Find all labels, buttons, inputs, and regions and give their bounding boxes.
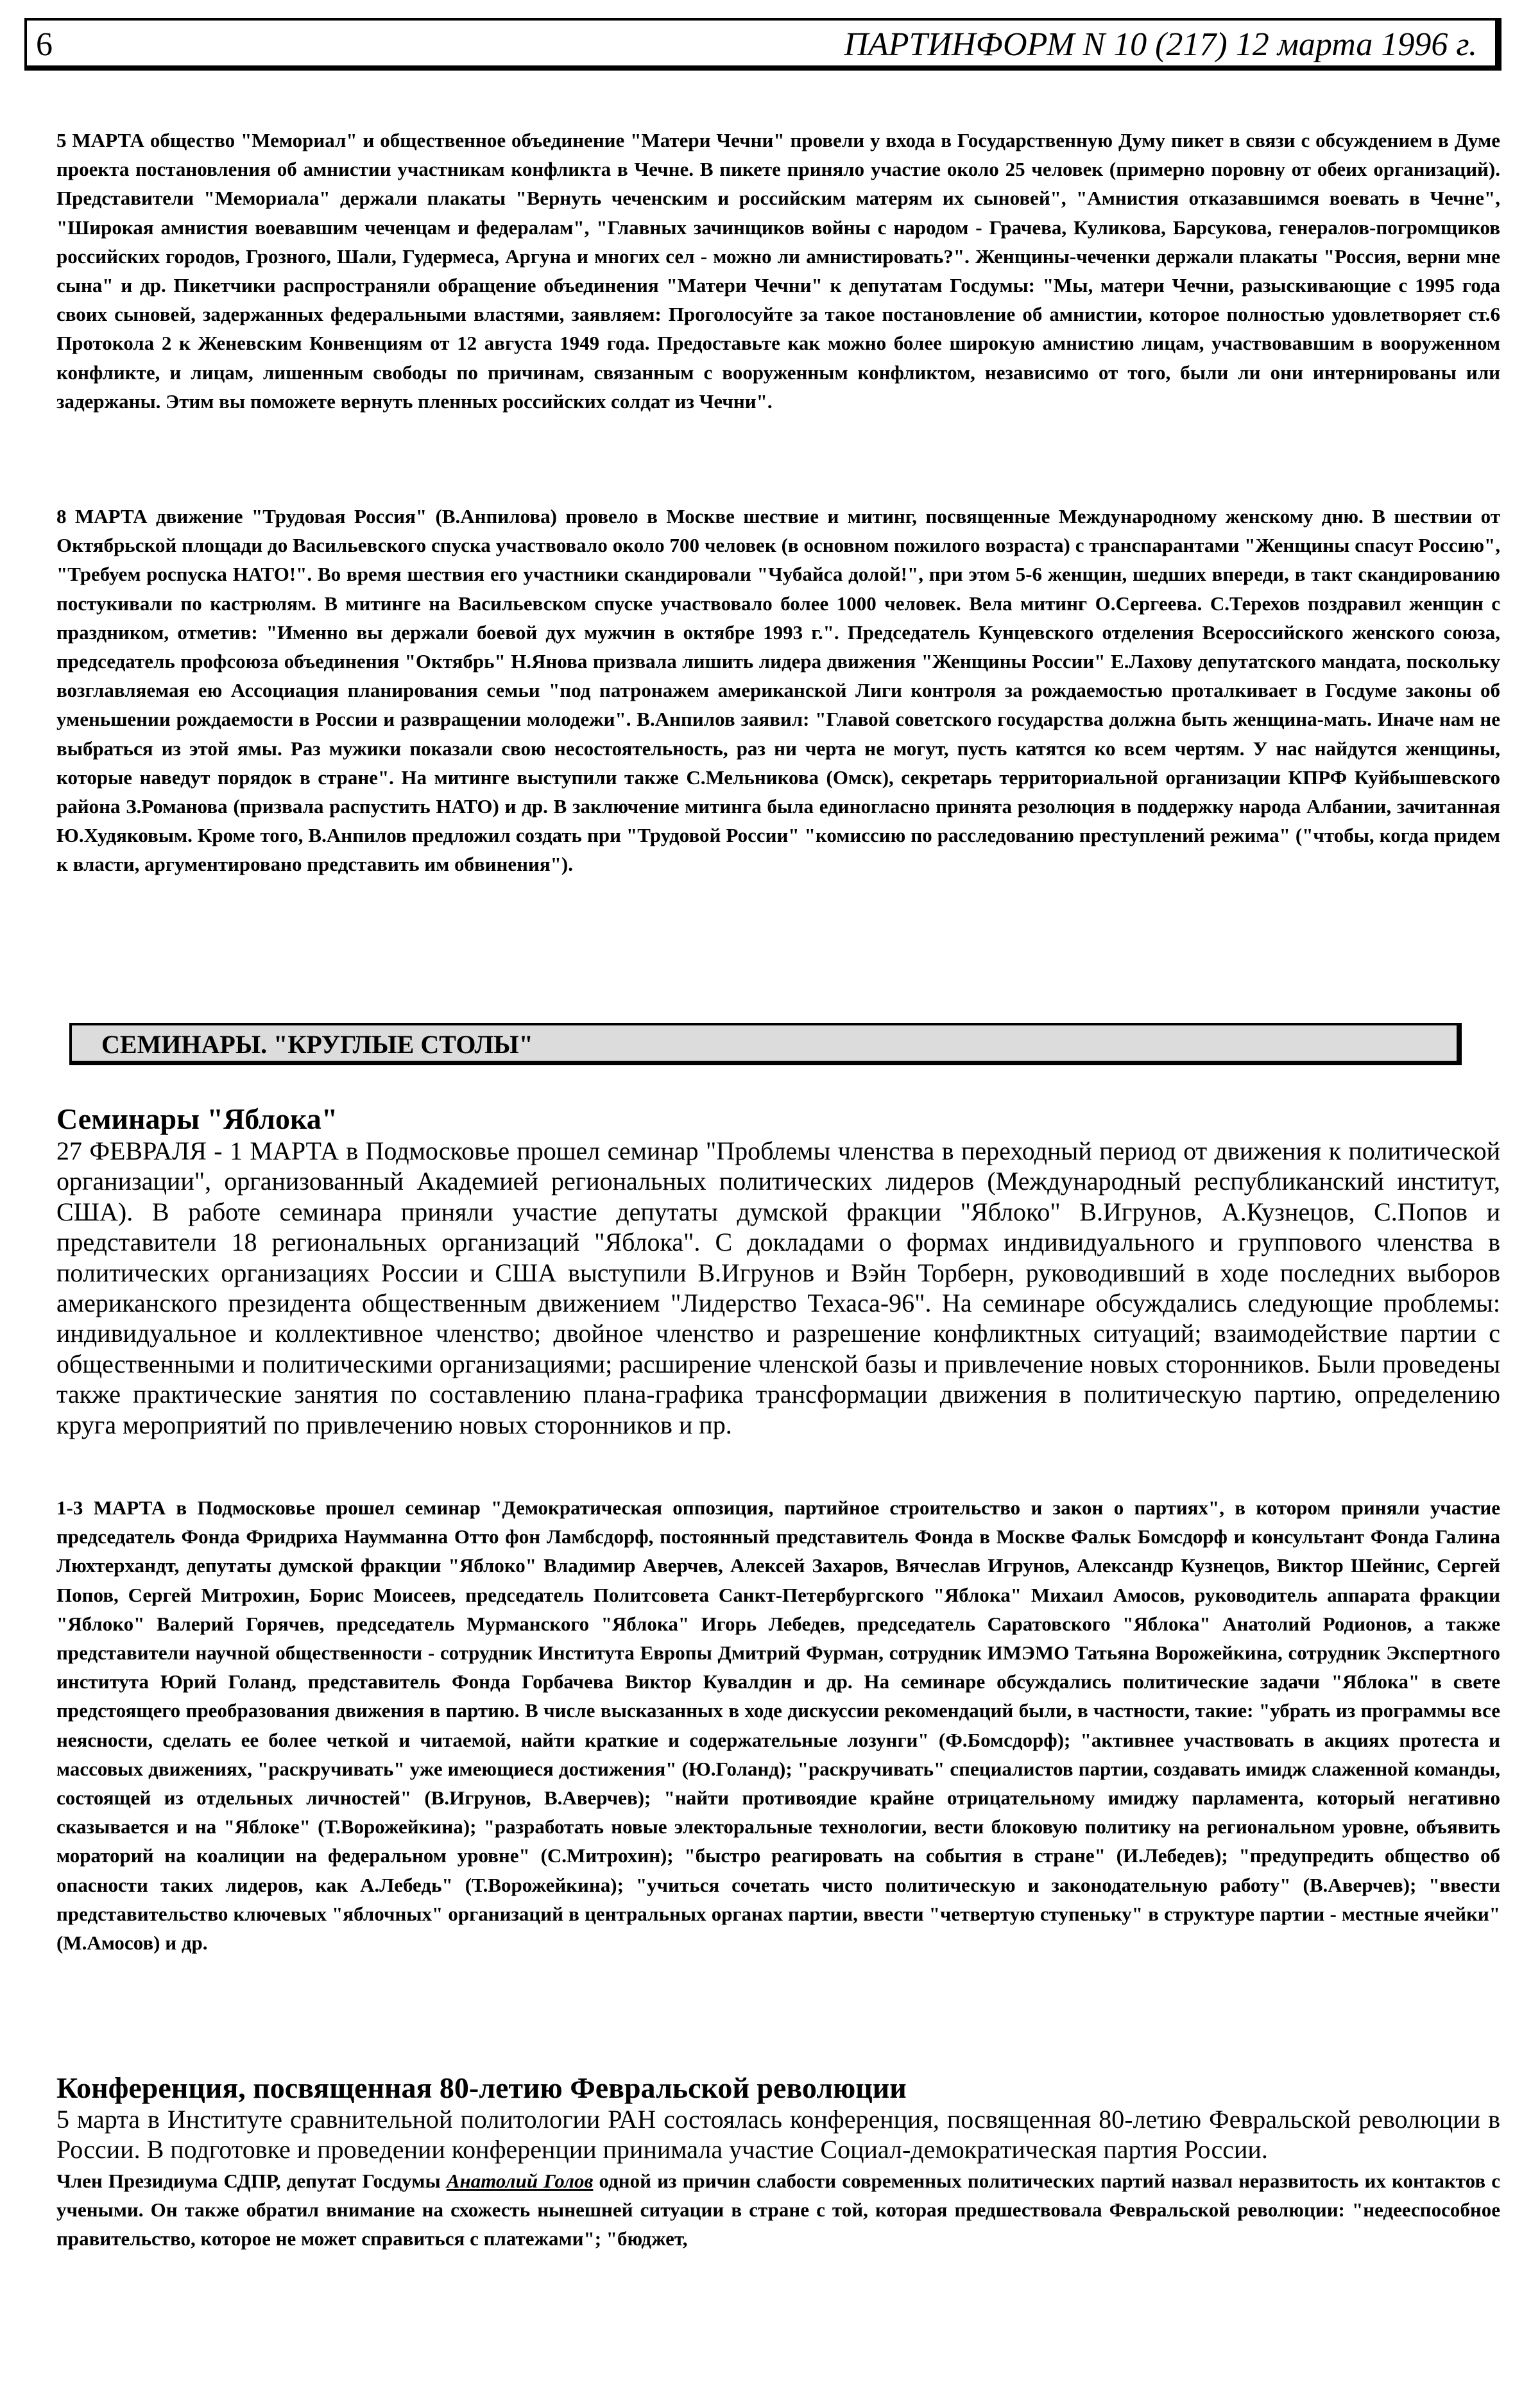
publication-title: ПАРТИНФОРМ N 10 (217) 12 марта 1996 г. [844,26,1477,63]
conference-intro: 5 марта в Институте сравнительной политологии РАН состоялась конференция, посвященная 80-летию Февральской революции в России. В подготовке и проведении конференции принимала участие Социал-демократическая партия России. [56,2105,1500,2164]
article-march5-picket: 5 МАРТА общество "Мемориал" и общественное объединение "Матери Чечни" провели у входа в Государственную Думу пикет в связи с обсуждением в Думе проекта постановления об амнистии участникам конфликта в Чечне. В пикете приняло участие около 25 человек (примерно поровну от обеих организаций). Представители "Мемориала" держали плакаты "Вернуть чеченским и российским матерям их сыновей", "Амнистия отказавшимся воевать в Чечне", "Широкая амнистия воевавшим чеченцам и федералам", "Главных зачинщиков войны с народом - Грачева, Куликова, Барсукова, генералов-погромщиков российских городов, Грозного, Шали, Гудермеса, Аргуна и многих сел - можно ли амнистировать?". Женщины-чеченки держали плакаты "Россия, верни мне сына" и др. Пикетчики распространяли обращение объединения "Матери Чечни" к депутатам Госдумы: "Мы, матери Чечни, разыскивающие с 1995 года своих сыновей, задержанных федеральными властями, заявляем: Проголосуйте за такое постановление об амнистии, которое полностью удовлетворяет ст.6 Протокола 2 к Женевским Конвенциям от 12 августа 1949 года. Предоставьте как можно более широкую амнистию лицам, участвовавшим в вооруженном конфликте, и лицам, лишенным свободы по причинам, связанным с вооруженным конфликтом, независимо от того, были ли они интернированы или задержаны. Этим вы поможете вернуть пленных российских солдат из Чечни". [56,129,1500,413]
page-header [24,18,1502,71]
conference-heading: Конференция, посвященная 80-летию Февральской революции [56,2071,907,2104]
person-name-link[interactable]: Анатолий Голов [446,2170,594,2192]
section-header [69,1023,1462,1065]
article-march8-march: 8 МАРТА движение "Трудовая Россия" (В.Анпилова) провело в Москве шествие и митинг, посвященные Международному женскому дню. В шествии от Октябрьской площади до Васильевского спуска участвовало около 700 человек (в основном пожилого возраста) с транспарантами "Женщины спасут Россию", "Требуем роспуска НАТО!". Во время шествия его участники скандировали "Чубайса долой!", при этом 5-6 женщин, шедших впереди, в такт скандированию постукивали по кастрюлям. В митинге на Васильевском спуске участвовало более 1000 человек. Вела митинг О.Сергеева. С.Терехов поздравил женщин с праздником, отметив: "Именно вы держали боевой дух мужчин в октябре 1993 г.". Председатель Кунцевского отделения Всероссийского женского союза, председатель профсоюза объединения "Октябрь" Н.Янова призвала лишить лидера движения "Женщины России" Е.Лахову депутатского мандата, поскольку возглавляемая ею Ассоциация планирования семьи "под патронажем американской Лиги контроля за рождаемостью проталкивает в Госдуме законы об уменьшении рождаемости в России и развращении молодежи". В.Анпилов заявил: "Главой советского государства должна быть женщина-мать. Иначе нам не выбраться из этой ямы. Раз мужики показали свою несостоятельность, раз ни черта не могут, пусть катятся ко всем чертям. У нас найдутся женщины, которые наведут порядок в стране". На митинге выступили также С.Мельникова (Омск), секретарь территориальной организации КПРФ Куйбышевского района З.Романова (призвала распустить НАТО) и др. В заключение митинга была единогласно принята резолюция в поддержку народа Албании, зачитанная Ю.Худяковым. Кроме того, В.Анпилов предложил создать при "Трудовой России" "комиссию по расследованию преступлений режима" ("чтобы, когда придем к власти, аргументировано представить им обвинения"). [56,505,1500,876]
seminar-opposition-article: 1-3 МАРТА в Подмосковье прошел семинар "Демократическая оппозиция, партийное строительство и закон о партиях", в котором приняли участие председатель Фонда Фридриха Наумманна Отто фон Ламбсдорф, постоянный представитель Фонда в Москве Фальк Бомсдорф и консультант Фонда Галина Люхтерхандт, депутаты думской фракции "Яблоко" Владимир Аверчев, Алексей Захаров, Вячеслав Игрунов, Александр Кузнецов, Виктор Шейнис, Сергей Попов, Сергей Митрохин, Борис Моисеев, председатель Политсовета Санкт-Петербургского "Яблока" Михаил Амосов, руководитель аппарата фракции "Яблоко" Валерий Горячев, председатель Мурманского "Яблока" Игорь Лебедев, председатель Саратовского "Яблока" Анатолий Родионов, а также представители научной общественности - сотрудник Института Европы Дмитрий Фурман, сотрудник ИМЭМО Татьяна Ворожейкина, сотрудник Экспертного института Юрий Голанд, представитель Фонда Горбачева Виктор Кувалдин и др. На семинаре обсуждались политические задачи "Яблока" в свете предстоящего преобразования движения в партию. В числе высказанных в ходе дискуссии рекомендаций были, в частности, такие: "убрать из программы все неясности, сделать ее более четкой и читаемой, найти краткие и содержательные лозунги" (Ф.Бомсдорф); "активнее участвовать в акциях протеста и массовых движениях, "раскручивать" уже имеющиеся достижения" (Ю.Голанд); "раскручивать" специалистов партии, создавать имидж слаженной команды, состоящей из отдельных личностей" (В.Игрунов, В.Аверчев); "найти противоядие крайне отрицательному имиджу парламента, который негативно сказывается и на "Яблоке" (Т.Ворожейкина); "разработать новые электоральные технологии, вести блоковую политику на региональном уровне, объявить мораторий на коалиции на федеральном уровне" (С.Митрохин); "быстро реагировать на события в стране" (И.Лебедев); "предупредить общество об опасности таких лидеров, как А.Лебедь" (Т.Ворожейкина); "учиться сочетать чисто политическую и законодательную работу" (В.Аверчев); "ввести представительство ключевых "яблочных" организаций в центральных органах партии, ввести "четвертую ступеньку" в структуре партии - местные ячейки" (М.Амосов) и др. [56,1496,1500,1955]
conference-golov-article [56,2166,1500,2254]
section-label: СЕМИНАРЫ. "КРУГЛЫЕ СТОЛЫ" [101,1030,533,1059]
conference-text-start: Член Президиума СДПР, депутат Госдумы [56,2170,447,2192]
seminar-membership-article: 27 ФЕВРАЛЯ - 1 МАРТА в Подмосковье прошел семинар "Проблемы членства в переходный период от движения к политической организации", организованный Академией региональных политических лидеров (Международный республиканский институт, США). В работе семинара приняли участие депутаты думской фракции "Яблоко" В.Игрунов, А.Кузнецов, С.Попов и представители 18 региональных организаций "Яблока". С докладами о формах индивидуального и группового членства в политических организациях России и США выступили В.Игрунов и Вэйн Торберн, руководивший в ходе последних выборов американского президента общественным движением "Лидерство Техаса-96". На семинаре обсуждались следующие проблемы: индивидуальное и коллективное членство; двойное членство и разрешение конфликтных ситуаций; взаимодействие партии с общественными и политическими организациями; расширение членской базы и привлечение новых сторонников. Были проведены также практические занятия по составлению плана-графика трансформации движения в политическую партию, определению круга мероприятий по привлечению новых сторонников и пр. [56,1136,1500,1439]
conference-text-rest: одной из причин слабости современных политических партий назвал неразвитость их контактов с учеными. Он также обратил внимание на схожесть нынешней ситуации в стране с той, которая предшествовала Февральской революции: "недееспособное правительство, которое не может справиться с платежами"; "бюджет, [56,2170,1500,2250]
page-number: 6 [36,26,53,63]
seminars-heading: Семинары "Яблока" [56,1102,338,1135]
